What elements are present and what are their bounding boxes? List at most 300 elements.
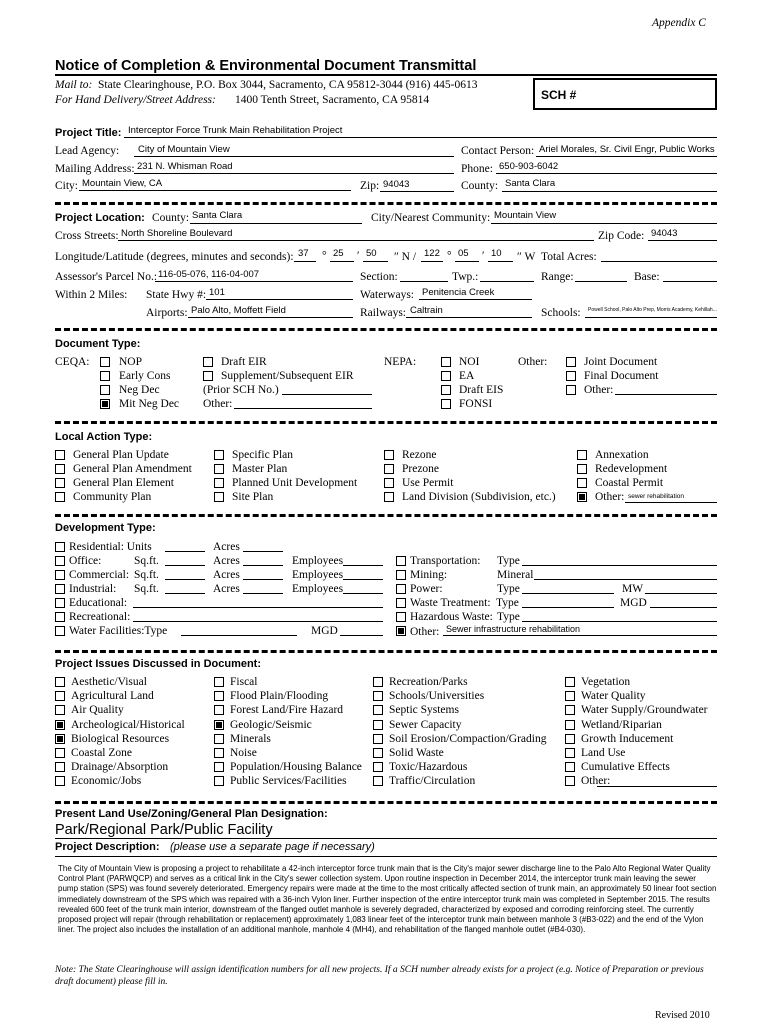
mining-label: Mining: [410, 569, 448, 581]
issue-checkbox[interactable] [565, 748, 575, 758]
educational-line[interactable] [133, 607, 383, 608]
hand-delivery-label: For Hand Delivery/Street Address: [55, 94, 216, 106]
phone-label: Phone: [461, 163, 493, 175]
township-label: Twp.: [452, 271, 479, 283]
section-divider [55, 421, 717, 424]
industrial-checkbox[interactable] [55, 584, 65, 594]
master-plan-checkbox[interactable] [214, 464, 224, 474]
waste-type-label: Type [496, 597, 519, 609]
mw-line[interactable] [645, 593, 717, 594]
issue-label: Soil Erosion/Compaction/Grading [389, 732, 547, 745]
issue-label: Aesthetic/Visual [71, 676, 147, 688]
hand-delivery-address: 1400 Tenth Street, Sacramento, CA 95814 [235, 94, 430, 106]
form-title: Notice of Completion & Environmental Document Transmittal [55, 58, 477, 74]
lat-minutes-line [330, 261, 354, 262]
development-other-line [443, 635, 717, 636]
office-label: Office: [69, 555, 102, 567]
lon-degrees-line [421, 261, 443, 262]
issue-label: Geologic/Seismic [230, 718, 312, 731]
local-action-other-line [625, 502, 717, 503]
issue-checkbox[interactable] [373, 762, 383, 772]
state-hwy-line [206, 299, 353, 300]
transportation-type-line[interactable] [522, 565, 717, 566]
total-acres-label: Total Acres: [541, 251, 597, 263]
gp-update-checkbox[interactable] [55, 450, 65, 460]
issues-other-line[interactable] [597, 786, 717, 787]
coastal-permit-label: Coastal Permit [595, 477, 664, 489]
rezone-label: Rezone [402, 449, 437, 461]
issue-checkbox[interactable] [373, 691, 383, 701]
airports-value[interactable]: Palo Alto, Moffett Field [191, 305, 286, 316]
issue-label: Agricultural Land [71, 690, 154, 703]
contact-person-value[interactable]: Ariel Morales, Sr. Civil Engr, Public Works [539, 144, 715, 155]
waste-treatment-label: Waste Treatment: [410, 597, 491, 609]
lead-agency-line [134, 156, 454, 157]
lat-seconds[interactable]: 50 [366, 248, 377, 259]
cross-streets-label: Cross Streets: [55, 230, 119, 242]
issue-label: Cumulative Effects [581, 761, 670, 774]
neg-dec-label: Neg Dec [119, 384, 160, 396]
development-other-value[interactable]: Sewer infrastructure rehabilitation [446, 624, 581, 634]
county-line [502, 191, 717, 192]
issue-label: Water Quality [581, 690, 646, 703]
commercial-acres-label: Acres [213, 569, 240, 581]
project-description-hint: (please use a separate page if necessary) [170, 841, 375, 853]
office-checkbox[interactable] [55, 556, 65, 566]
redevelopment-label: Redevelopment [595, 463, 668, 475]
issue-label: Wetland/Riparian [581, 718, 662, 731]
township-line[interactable] [480, 281, 534, 282]
phone-line [496, 173, 717, 174]
other-doc-label: Other: [518, 356, 548, 368]
parcel-line [155, 281, 353, 282]
hazardous-waste-label: Hazardous Waste: [410, 611, 493, 623]
commercial-acres-line[interactable] [243, 579, 283, 580]
lat-degrees-line [294, 261, 316, 262]
use-permit-label: Use Permit [402, 477, 454, 489]
recreational-line[interactable] [133, 621, 383, 622]
land-use-value[interactable]: Park/Regional Park/Public Facility [55, 822, 273, 838]
issue-label: Noise [230, 747, 257, 759]
issue-checkbox[interactable] [214, 748, 224, 758]
gp-element-label: General Plan Element [73, 477, 174, 489]
latlong-label: Longitude/Latitude (degrees, minutes and seconds): [55, 251, 294, 263]
power-type-label: Type [497, 583, 520, 595]
mailing-address-value[interactable]: 231 N. Whisman Road [137, 161, 233, 172]
commercial-sqft-label: Sq.ft. [134, 569, 159, 581]
railways-line [406, 317, 532, 318]
mailing-address-label: Mailing Address: [55, 163, 135, 175]
educational-label: Educational: [69, 597, 128, 609]
mit-neg-dec-label: Mit Neg Dec [119, 398, 180, 410]
parcel-value[interactable]: 116-05-076, 116-04-007 [158, 269, 260, 280]
early-cons-label: Early Cons [119, 370, 171, 382]
degree-symbol: ° [447, 250, 452, 262]
noi-checkbox[interactable] [441, 357, 451, 367]
state-hwy-value[interactable]: 101 [209, 287, 225, 298]
section-divider [55, 328, 717, 331]
nop-checkbox[interactable] [100, 357, 110, 367]
industrial-sqft-label: Sq.ft. [134, 583, 159, 595]
issue-checkbox[interactable] [565, 776, 575, 786]
issue-checkbox[interactable] [373, 720, 383, 730]
other-document-checkbox[interactable] [566, 385, 576, 395]
issue-label: Biological Resources [71, 732, 170, 745]
issue-checkbox[interactable] [214, 762, 224, 772]
project-location-label: Project Location: [55, 212, 145, 224]
section-divider [55, 650, 717, 653]
gp-amendment-label: General Plan Amendment [73, 463, 192, 475]
section-divider [55, 202, 717, 205]
schools-label: Schools: [541, 307, 581, 319]
nepa-label: NEPA: [384, 356, 417, 368]
contact-person-label: Contact Person: [461, 145, 535, 157]
section-divider [55, 801, 717, 804]
mail-to-address: State Clearinghouse, P.O. Box 3044, Sacramento, CA 95812-3044 (916) 445-0613 [98, 79, 478, 91]
city-value[interactable]: Mountain View, CA [82, 178, 163, 189]
issue-label: Vegetation [581, 676, 631, 688]
residential-acres-label: Acres [213, 541, 240, 553]
issue-label: Traffic/Circulation [389, 775, 476, 788]
issue-checkbox[interactable] [565, 691, 575, 701]
specific-plan-checkbox[interactable] [214, 450, 224, 460]
commercial-employees-label: Employees [292, 569, 344, 581]
county-value[interactable]: Santa Clara [505, 178, 556, 189]
transportation-type-label: Type [497, 555, 520, 567]
minute-symbol: ′ [357, 250, 360, 262]
water-facilities-type-line[interactable] [181, 635, 297, 636]
lat-degrees[interactable]: 37 [298, 248, 309, 259]
waste-mgd-label: MGD [620, 597, 647, 609]
sch-label: SCH # [541, 88, 577, 102]
footer-note: Note: The State Clearinghouse will assign identification numbers for all new projects. If a SCH number already exists for a project (e.g. Notice of Preparation or previous draft document) please fill in. [55, 965, 704, 987]
land-use-line [55, 838, 717, 839]
ceqa-label: CEQA: [55, 356, 90, 368]
mining-checkbox[interactable] [396, 570, 406, 580]
supplement-eir-label: Supplement/Subsequent EIR [221, 370, 354, 382]
contact-person-line [536, 156, 717, 157]
draft-eis-label: Draft EIS [459, 384, 504, 396]
community-value[interactable]: Mountain View [494, 210, 557, 221]
issue-label: Recreation/Parks [389, 676, 468, 688]
issue-label: Other: [581, 775, 611, 788]
master-plan-label: Master Plan [232, 463, 288, 475]
lon-degrees[interactable]: 122 [424, 248, 440, 259]
zip-code-line [648, 240, 717, 241]
zip-code-value[interactable]: 94043 [651, 228, 678, 239]
lat-minutes[interactable]: 25 [333, 248, 344, 259]
annexation-label: Annexation [595, 449, 649, 461]
waterways-value[interactable]: Penitencia Creek [422, 287, 495, 298]
project-description-rule [55, 856, 717, 857]
issue-checkbox[interactable] [373, 776, 383, 786]
hazardous-type-line[interactable] [522, 621, 717, 622]
location-county-value[interactable]: Santa Clara [192, 210, 243, 221]
issue-label: Water Supply/Groundwater [581, 704, 708, 717]
draft-eir-label: Draft EIR [221, 356, 267, 368]
industrial-employees-line[interactable] [343, 593, 383, 594]
issue-checkbox[interactable] [565, 762, 575, 772]
ceqa-other-label: Other: [203, 398, 233, 410]
mail-to-label: Mail to: [55, 79, 93, 91]
water-mgd-line[interactable] [340, 635, 383, 636]
issue-label: Fiscal [230, 676, 258, 688]
minute-symbol: ′ [482, 250, 485, 262]
cross-streets-line [118, 240, 594, 241]
office-sqft-line[interactable] [165, 565, 205, 566]
draft-eis-checkbox[interactable] [441, 385, 451, 395]
state-hwy-label: State Hwy #: [146, 289, 207, 301]
ceqa-other-line[interactable] [234, 408, 372, 409]
industrial-acres-label: Acres [213, 583, 240, 595]
issue-checkbox[interactable] [214, 734, 224, 744]
mit-neg-dec-checkbox[interactable] [100, 399, 110, 409]
gp-element-checkbox[interactable] [55, 478, 65, 488]
power-checkbox[interactable] [396, 584, 406, 594]
lon-minutes-line [455, 261, 479, 262]
zip-label: Zip: [360, 180, 380, 192]
local-action-other-checkbox[interactable] [577, 492, 587, 502]
project-description-text[interactable]: The City of Mountain View is proposing a project to rehabilitate a 42-inch interceptor force trunk main that is the City's major sewer discharge line to the Palo Alto Regional Water Quality Control Plant (PARWQCP) and serves as a critical link in the City's sewer collection system. Upon routine inspection in December 2014, the interceptor trunk main leaving the sewer pump station (SPS) was found severely deteriorated. Emergency repairs were made at the time to the most critically affected section of trunk main, an approximately 50 linear foot section immediately downstream of the SPS which was repaired with a 36-inch Vylon liner. Further inspection of the entire interceptor trunk main was completed in September 2015. The results revealed 600 feet of the trunk main interior, downstream of the flanged outlet manhole is severely degraded, characterized by exposed and corroding reinforcing steel. The currently proposed project will repair (through rehabilitation or replacement) approximately 1,083 linear feet of the interceptor trunk main between manhole 3 (#B3-022) and the end of the Vylon liner. The project also includes the installation of an additional manhole, manhole 4 (MH4), and rehabilitation of the flanged manhole outlet (#B4-030). [58, 864, 717, 935]
issue-checkbox[interactable] [373, 748, 383, 758]
issue-checkbox[interactable] [55, 691, 65, 701]
issue-label: Archeological/Historical [71, 718, 185, 731]
title-rule [55, 74, 717, 76]
site-plan-checkbox[interactable] [214, 492, 224, 502]
supplement-eir-checkbox[interactable] [203, 371, 213, 381]
railways-label: Railways: [360, 307, 406, 319]
redevelopment-checkbox[interactable] [577, 464, 587, 474]
cross-streets-value[interactable]: North Shoreline Boulevard [121, 228, 233, 239]
waste-mgd-line[interactable] [650, 607, 717, 608]
document-type-heading: Document Type: [55, 338, 141, 350]
power-label: Power: [410, 583, 443, 595]
gp-amendment-checkbox[interactable] [55, 464, 65, 474]
issue-checkbox[interactable] [55, 776, 65, 786]
residential-label: Residential: Units [69, 541, 152, 553]
parcel-label: Assessor's Parcel No.: [55, 271, 158, 283]
issue-label: Population/Housing Balance [230, 761, 362, 774]
location-county-label: County: [152, 212, 190, 224]
fonsi-checkbox[interactable] [441, 399, 451, 409]
prior-sch-line[interactable] [282, 394, 372, 395]
zip-value[interactable]: 94043 [383, 179, 410, 190]
lead-agency-value[interactable]: City of Mountain View [138, 144, 230, 155]
issue-checkbox[interactable] [373, 734, 383, 744]
phone-value[interactable]: 650-903-6042 [499, 161, 559, 172]
zip-code-label: Zip Code: [598, 230, 645, 242]
issue-label: Minerals [230, 732, 271, 745]
north-label: ″ N / [394, 251, 417, 263]
base-label: Base: [634, 271, 660, 283]
office-sqft-label: Sq.ft. [134, 555, 159, 567]
total-acres-line[interactable] [601, 261, 717, 262]
development-other-label: Other: [410, 626, 440, 638]
noi-label: NOI [459, 356, 480, 368]
issue-checkbox[interactable] [55, 762, 65, 772]
commercial-label: Commercial: [69, 569, 130, 581]
recreational-checkbox[interactable] [55, 612, 65, 622]
transportation-checkbox[interactable] [396, 556, 406, 566]
use-permit-checkbox[interactable] [384, 478, 394, 488]
revised-label: Revised 2010 [655, 1010, 710, 1021]
commercial-sqft-line[interactable] [165, 579, 205, 580]
local-action-heading: Local Action Type: [55, 431, 153, 443]
mw-label: MW [622, 583, 644, 595]
planned-unit-label: Planned Unit Development [232, 477, 358, 489]
community-line [491, 223, 717, 224]
planned-unit-checkbox[interactable] [214, 478, 224, 488]
issue-label: Public Services/Facilities [230, 775, 347, 788]
location-county-line [190, 223, 362, 224]
draft-eir-checkbox[interactable] [203, 357, 213, 367]
issue-checkbox[interactable] [565, 677, 575, 687]
early-cons-checkbox[interactable] [100, 371, 110, 381]
waterways-label: Waterways: [360, 289, 414, 301]
schools-value[interactable]: Powell School, Palo Alto Prep, Morris Academy, Kehillah... [588, 307, 717, 313]
issue-checkbox[interactable] [55, 748, 65, 758]
residential-units-line[interactable] [165, 551, 205, 552]
nop-label: NOP [119, 356, 143, 368]
annexation-checkbox[interactable] [577, 450, 587, 460]
schools-line [585, 317, 717, 318]
residential-acres-line[interactable] [243, 551, 283, 552]
final-document-checkbox[interactable] [566, 371, 576, 381]
local-action-other-value[interactable]: sewer rehabilitation [628, 493, 685, 500]
other-document-line[interactable] [615, 394, 717, 395]
issue-checkbox[interactable] [214, 776, 224, 786]
issue-label: Septic Systems [389, 704, 459, 717]
ea-checkbox[interactable] [441, 371, 451, 381]
industrial-acres-line[interactable] [243, 593, 283, 594]
fonsi-label: FONSI [459, 398, 493, 410]
issue-label: Drainage/Absorption [71, 761, 169, 774]
recreational-label: Recreational: [69, 611, 131, 623]
local-action-other-label: Other: [595, 491, 625, 503]
specific-plan-label: Specific Plan [232, 449, 293, 461]
hazardous-waste-checkbox[interactable] [396, 612, 406, 622]
issue-checkbox[interactable] [214, 705, 224, 715]
lon-seconds-line [488, 261, 513, 262]
range-line[interactable] [575, 281, 627, 282]
water-facilities-checkbox[interactable] [55, 626, 65, 636]
issue-label: Toxic/Hazardous [389, 761, 468, 774]
base-line[interactable] [663, 281, 717, 282]
range-label: Range: [541, 271, 574, 283]
community-plan-checkbox[interactable] [55, 492, 65, 502]
project-issues-heading: Project Issues Discussed in Document: [55, 658, 262, 670]
mineral-line[interactable] [534, 579, 717, 580]
degree-symbol: ° [322, 250, 327, 262]
site-plan-label: Site Plan [232, 491, 274, 503]
other-document-label: Other: [584, 384, 614, 396]
issue-checkbox[interactable] [55, 705, 65, 715]
final-document-label: Final Document [584, 370, 659, 382]
issue-label: Sewer Capacity [389, 718, 462, 731]
office-employees-label: Employees [292, 555, 344, 567]
lon-minutes[interactable]: 05 [458, 248, 469, 259]
lead-agency-label: Lead Agency: [55, 145, 120, 157]
section-line[interactable] [400, 281, 448, 282]
project-title-value[interactable]: Interceptor Force Trunk Main Rehabilitation Project [128, 125, 343, 136]
mailing-address-line [134, 173, 454, 174]
lat-seconds-line [363, 261, 388, 262]
community-plan-label: Community Plan [73, 491, 152, 503]
issue-checkbox[interactable] [373, 677, 383, 687]
waste-treatment-checkbox[interactable] [396, 598, 406, 608]
industrial-label: Industrial: [69, 583, 117, 595]
issue-checkbox[interactable] [55, 720, 65, 730]
land-use-heading: Present Land Use/Zoning/General Plan Designation: [55, 808, 328, 820]
community-label: City/Nearest Community: [371, 212, 491, 224]
commercial-employees-line[interactable] [343, 579, 383, 580]
water-facilities-label: Water Facilities:Type [69, 625, 168, 637]
city-line [79, 190, 351, 191]
neg-dec-checkbox[interactable] [100, 385, 110, 395]
section-divider [55, 514, 717, 517]
coastal-permit-checkbox[interactable] [577, 478, 587, 488]
prezone-label: Prezone [402, 463, 440, 475]
issue-checkbox[interactable] [214, 677, 224, 687]
hazardous-type-label: Type [497, 611, 520, 623]
issue-label: Economic/Jobs [71, 775, 142, 788]
rezone-checkbox[interactable] [384, 450, 394, 460]
residential-checkbox[interactable] [55, 542, 65, 552]
industrial-sqft-line[interactable] [165, 593, 205, 594]
office-acres-line[interactable] [243, 565, 283, 566]
issue-label: Growth Inducement [581, 732, 674, 745]
city-label: City: [55, 180, 79, 192]
joint-document-label: Joint Document [584, 356, 658, 368]
issue-checkbox[interactable] [373, 705, 383, 715]
issue-checkbox[interactable] [565, 705, 575, 715]
transportation-label: Transportation: [410, 555, 481, 567]
power-type-line[interactable] [522, 593, 614, 594]
airports-line [188, 317, 353, 318]
development-other-checkbox[interactable] [396, 626, 406, 636]
issue-label: Forest Land/Fire Hazard [230, 704, 344, 717]
office-acres-label: Acres [213, 555, 240, 567]
issue-label: Solid Waste [389, 747, 444, 759]
issue-checkbox[interactable] [565, 734, 575, 744]
project-description-label: Project Description: [55, 841, 160, 853]
waterways-line [419, 299, 532, 300]
issue-checkbox[interactable] [55, 734, 65, 744]
project-title-line [124, 137, 717, 138]
county-label: County: [461, 180, 499, 192]
railways-value[interactable]: Caltrain [410, 305, 443, 316]
issue-checkbox[interactable] [55, 677, 65, 687]
waste-type-line[interactable] [522, 607, 614, 608]
gp-update-label: General Plan Update [73, 449, 169, 461]
airports-label: Airports: [146, 307, 188, 319]
lon-seconds[interactable]: 10 [491, 248, 502, 259]
commercial-checkbox[interactable] [55, 570, 65, 580]
issue-label: Land Use [581, 747, 626, 759]
issue-checkbox[interactable] [214, 691, 224, 701]
office-employees-line[interactable] [343, 565, 383, 566]
issue-checkbox[interactable] [565, 720, 575, 730]
prezone-checkbox[interactable] [384, 464, 394, 474]
within-2-miles-label: Within 2 Miles: [55, 289, 128, 301]
issue-label: Air Quality [71, 704, 124, 717]
joint-document-checkbox[interactable] [566, 357, 576, 367]
prior-sch-label: (Prior SCH No.) [203, 384, 279, 396]
land-division-checkbox[interactable] [384, 492, 394, 502]
educational-checkbox[interactable] [55, 598, 65, 608]
west-label: ″ W [517, 251, 536, 263]
issue-checkbox[interactable] [214, 720, 224, 730]
